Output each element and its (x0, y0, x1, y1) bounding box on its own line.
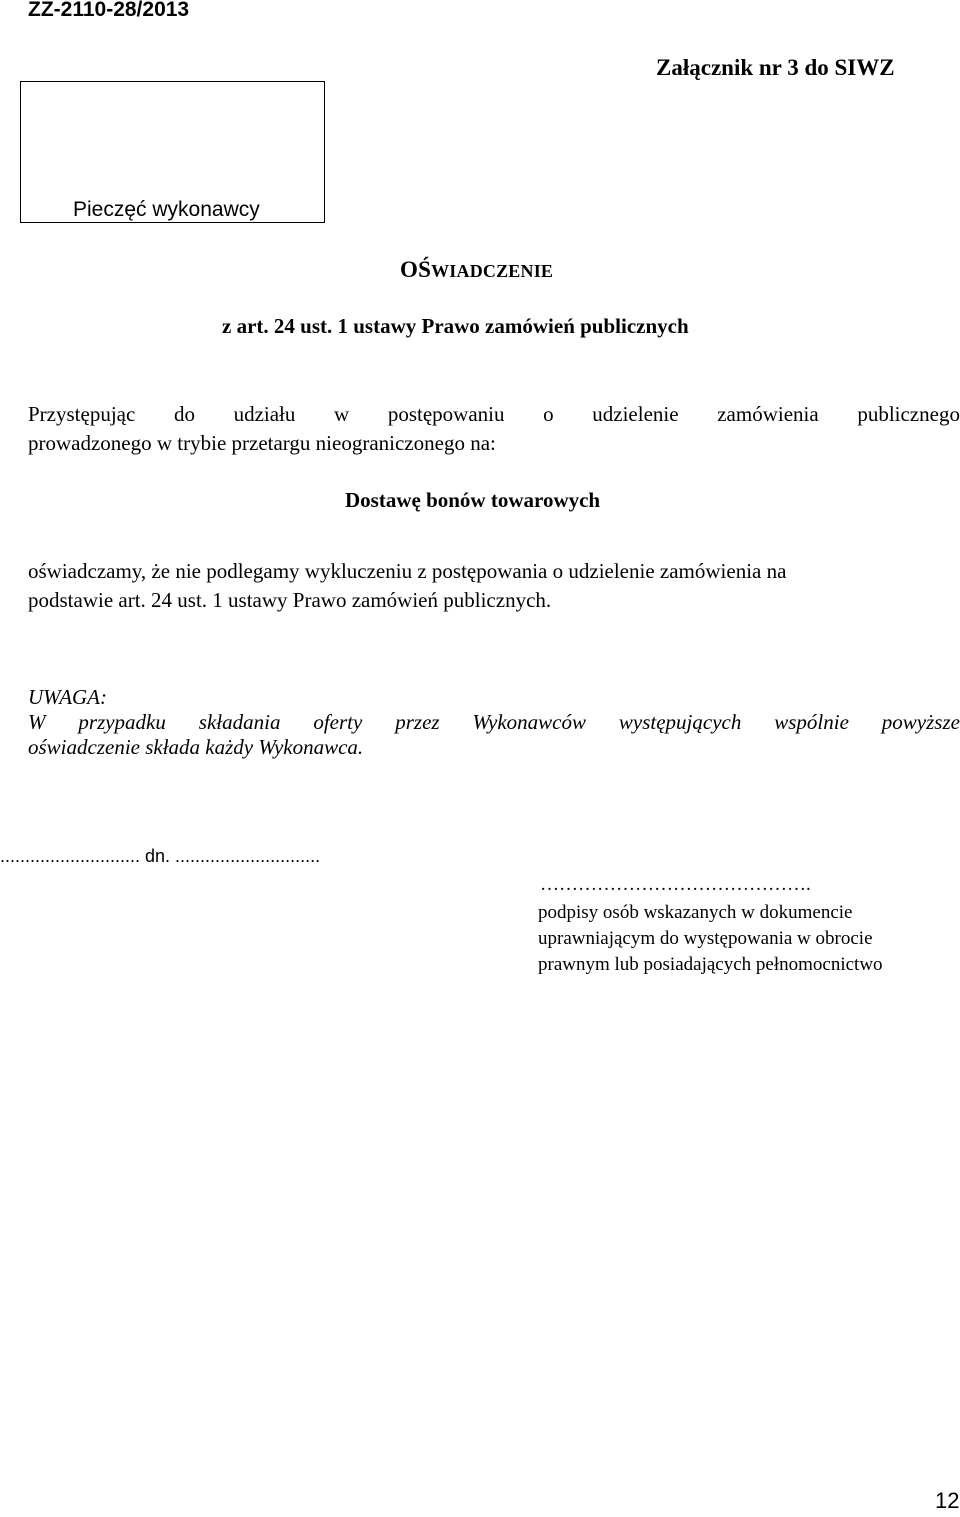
intro-word: w (334, 402, 350, 426)
intro-word: o (543, 402, 554, 426)
annex-label: Załącznik nr 3 do SIWZ (656, 55, 895, 80)
stamp-label: Pieczęć wykonawcy (73, 198, 260, 221)
intro-word: do (173, 402, 195, 426)
contractor-stamp-box (20, 81, 325, 223)
note-word: wspólnie (774, 710, 849, 734)
document-title (400, 257, 553, 283)
title-rest: WIADCZENIE (431, 261, 554, 281)
statement-paragraph (28, 557, 958, 615)
intro-word: udziału (233, 402, 296, 426)
intro-line-2: prowadzonego w trybie przetargu nieograniczonego na: (28, 431, 496, 455)
intro-word: postępowaniu (387, 402, 505, 426)
signature-caption-line: podpisy osób wskazanych w dokumencie (538, 902, 853, 923)
reference-number: ZZ-2110-28/2013 (28, 0, 190, 21)
document-subtitle: z art. 24 ust. 1 ustawy Prawo zamówień publicznych (222, 314, 689, 338)
note-word: składania (198, 710, 281, 734)
statement-line-1: oświadczamy, że nie podlegamy wykluczeniu z postępowania o udzielenie zamówienia na (28, 559, 787, 583)
note-line-1 (28, 710, 960, 735)
page-number: 12 (935, 1488, 960, 1513)
procurement-subject: Dostawę bonów towarowych (345, 488, 601, 512)
intro-paragraph (28, 400, 960, 458)
title-initial: OŚ (400, 257, 432, 282)
intro-word: Przystępując (28, 402, 136, 426)
signature-caption-line: prawnym lub posiadających pełnomocnictwo (538, 954, 883, 975)
intro-line-1 (28, 400, 960, 429)
intro-word: zamówienia (717, 402, 819, 426)
signature-caption (538, 900, 883, 978)
intro-word: udzielenie (592, 402, 679, 426)
statement-line-2: podstawie art. 24 ust. 1 ustawy Prawo zamówień publicznych. (28, 588, 552, 612)
note-word: W (28, 710, 46, 734)
note-word: Wykonawców (472, 710, 586, 734)
note-line-2: oświadczenie składa każdy Wykonawca. (28, 735, 364, 759)
signature-line: ……………………………………. (540, 874, 811, 895)
note-word: występujących (618, 710, 742, 734)
note-paragraph (28, 710, 960, 760)
signature-caption-line: uprawniającym do występowania w obrocie (538, 928, 873, 949)
place-date-line: ............................ dn. ............................. (0, 846, 321, 866)
intro-word: publicznego (857, 402, 960, 426)
note-word: oferty (313, 710, 363, 734)
note-word: przez (395, 710, 440, 734)
note-heading: UWAGA: (28, 685, 108, 709)
note-word: powyższe (881, 710, 960, 734)
note-word: przypadku (78, 710, 166, 734)
